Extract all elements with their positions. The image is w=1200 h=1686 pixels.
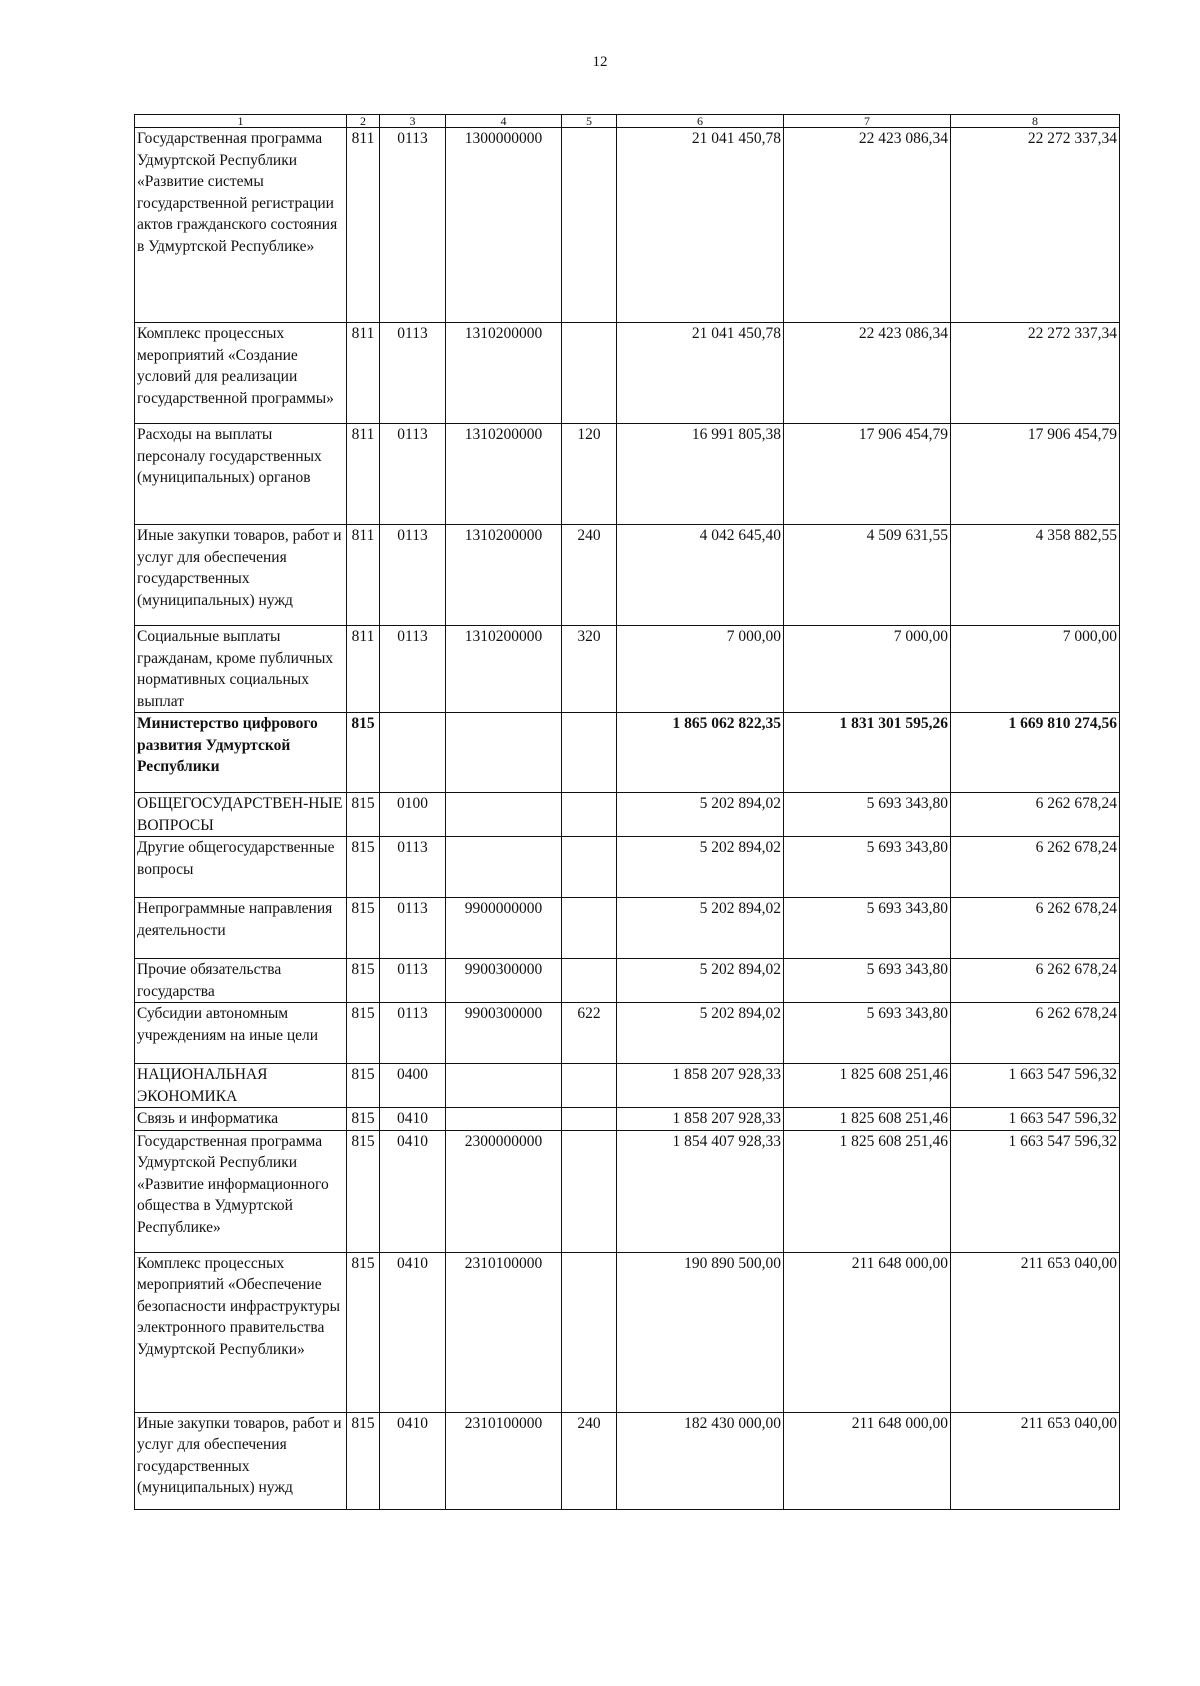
table-row: [135, 1252, 1120, 1412]
cell-amount-col8: 6 262 678,24: [951, 837, 1120, 898]
cell-target-article: [446, 837, 562, 898]
column-number: 7: [784, 115, 951, 128]
cell-amount-col8: 1 663 547 596,32: [951, 1108, 1120, 1131]
cell-amount-col7: 1 831 301 595,26: [784, 713, 951, 793]
cell-description: Министерство цифрового развития Удмуртской Республики: [135, 713, 347, 793]
cell-target-article: 9900300000: [446, 959, 562, 1003]
cell-amount-col7: 4 509 631,55: [784, 525, 951, 626]
cell-expense-type: [562, 1064, 617, 1108]
cell-amount-col6: 5 202 894,02: [617, 898, 784, 959]
cell-amount-col8: 6 262 678,24: [951, 793, 1120, 837]
column-number: 1: [135, 115, 347, 128]
cell-section-code: 0410: [380, 1252, 446, 1412]
table-row: [135, 959, 1120, 1003]
cell-description: Связь и информатика: [135, 1108, 347, 1131]
table-row: [135, 626, 1120, 713]
column-number: 5: [562, 115, 617, 128]
cell-amount-col8: 1 669 810 274,56: [951, 713, 1120, 793]
cell-target-article: [446, 793, 562, 837]
column-number: 6: [617, 115, 784, 128]
cell-description: Расходы на выплаты персоналу государственных (муниципальных) органов: [135, 424, 347, 525]
cell-amount-col8: 6 262 678,24: [951, 898, 1120, 959]
cell-expense-type: [562, 837, 617, 898]
cell-target-article: [446, 1064, 562, 1108]
cell-ministry-code: 815: [347, 1064, 380, 1108]
cell-section-code: 0113: [380, 959, 446, 1003]
cell-section-code: 0100: [380, 793, 446, 837]
cell-description: Непрограммные направления деятельности: [135, 898, 347, 959]
cell-ministry-code: 815: [347, 1252, 380, 1412]
cell-ministry-code: 815: [347, 793, 380, 837]
table-row: [135, 1130, 1120, 1252]
cell-amount-col8: 211 653 040,00: [951, 1252, 1120, 1412]
cell-amount-col7: 17 906 454,79: [784, 424, 951, 525]
cell-amount-col8: 22 272 337,34: [951, 128, 1120, 323]
cell-target-article: 2310100000: [446, 1412, 562, 1509]
cell-description: Прочие обязательства государства: [135, 959, 347, 1003]
cell-description: Субсидии автономным учреждениям на иные цели: [135, 1003, 347, 1064]
cell-description: Социальные выплаты гражданам, кроме публичных нормативных социальных выплат: [135, 626, 347, 713]
cell-amount-col8: 211 653 040,00: [951, 1412, 1120, 1509]
cell-ministry-code: 815: [347, 1003, 380, 1064]
cell-description: Другие общегосударственные вопросы: [135, 837, 347, 898]
cell-amount-col6: 182 430 000,00: [617, 1412, 784, 1509]
cell-amount-col6: 1 858 207 928,33: [617, 1064, 784, 1108]
cell-target-article: 1310200000: [446, 626, 562, 713]
cell-amount-col6: 16 991 805,38: [617, 424, 784, 525]
cell-amount-col7: 7 000,00: [784, 626, 951, 713]
cell-ministry-code: 811: [347, 525, 380, 626]
cell-ministry-code: 811: [347, 128, 380, 323]
cell-amount-col6: 7 000,00: [617, 626, 784, 713]
cell-description: Иные закупки товаров, работ и услуг для обеспечения государственных (муниципальных) нужд: [135, 525, 347, 626]
cell-ministry-code: 815: [347, 837, 380, 898]
cell-amount-col6: 1 858 207 928,33: [617, 1108, 784, 1131]
cell-amount-col6: 5 202 894,02: [617, 1003, 784, 1064]
cell-ministry-code: 811: [347, 323, 380, 424]
cell-section-code: 0410: [380, 1130, 446, 1252]
cell-amount-col7: 5 693 343,80: [784, 837, 951, 898]
cell-amount-col8: 4 358 882,55: [951, 525, 1120, 626]
cell-section-code: 0113: [380, 837, 446, 898]
cell-ministry-code: 811: [347, 424, 380, 525]
table-row: [135, 793, 1120, 837]
cell-target-article: 1310200000: [446, 323, 562, 424]
cell-amount-col8: 17 906 454,79: [951, 424, 1120, 525]
cell-amount-col7: 5 693 343,80: [784, 898, 951, 959]
cell-amount-col7: 22 423 086,34: [784, 128, 951, 323]
cell-amount-col7: 1 825 608 251,46: [784, 1064, 951, 1108]
cell-target-article: 1310200000: [446, 424, 562, 525]
table-row: [135, 898, 1120, 959]
cell-description: Государственная программа Удмуртской Республики «Развитие информационного общества в Удмуртской Республике»: [135, 1130, 347, 1252]
cell-target-article: 9900300000: [446, 1003, 562, 1064]
cell-expense-type: 240: [562, 525, 617, 626]
cell-expense-type: 240: [562, 1412, 617, 1509]
cell-amount-col6: 5 202 894,02: [617, 837, 784, 898]
table-row: [135, 1108, 1120, 1131]
cell-amount-col8: 6 262 678,24: [951, 959, 1120, 1003]
cell-amount-col6: 5 202 894,02: [617, 959, 784, 1003]
cell-section-code: 0113: [380, 424, 446, 525]
table-row: [135, 525, 1120, 626]
cell-amount-col7: 211 648 000,00: [784, 1412, 951, 1509]
cell-expense-type: [562, 898, 617, 959]
cell-ministry-code: 815: [347, 959, 380, 1003]
cell-section-code: 0113: [380, 323, 446, 424]
cell-target-article: 1300000000: [446, 128, 562, 323]
cell-amount-col6: 1 854 407 928,33: [617, 1130, 784, 1252]
cell-ministry-code: 815: [347, 713, 380, 793]
cell-amount-col8: 22 272 337,34: [951, 323, 1120, 424]
table-row: [135, 837, 1120, 898]
cell-amount-col7: 22 423 086,34: [784, 323, 951, 424]
cell-target-article: 2300000000: [446, 1130, 562, 1252]
cell-target-article: [446, 713, 562, 793]
cell-section-code: 0113: [380, 626, 446, 713]
table-row: [135, 1064, 1120, 1108]
cell-section-code: 0113: [380, 128, 446, 323]
cell-section-code: 0410: [380, 1108, 446, 1131]
column-number: 4: [446, 115, 562, 128]
cell-amount-col6: 1 865 062 822,35: [617, 713, 784, 793]
table-row: [135, 128, 1120, 323]
cell-description: ОБЩЕГОСУДАРСТВЕН-НЫЕ ВОПРОСЫ: [135, 793, 347, 837]
cell-amount-col8: 6 262 678,24: [951, 1003, 1120, 1064]
table-row: [135, 713, 1120, 793]
cell-amount-col7: 5 693 343,80: [784, 959, 951, 1003]
column-number: 3: [380, 115, 446, 128]
cell-section-code: 0410: [380, 1412, 446, 1509]
cell-amount-col6: 21 041 450,78: [617, 128, 784, 323]
column-number: 8: [951, 115, 1120, 128]
cell-target-article: 1310200000: [446, 525, 562, 626]
cell-description: Комплекс процессных мероприятий «Обеспечение безопасности инфраструктуры электронного правительства Удмуртской Республики»: [135, 1252, 347, 1412]
cell-amount-col6: 21 041 450,78: [617, 323, 784, 424]
cell-expense-type: 120: [562, 424, 617, 525]
cell-expense-type: [562, 713, 617, 793]
cell-target-article: [446, 1108, 562, 1131]
cell-section-code: 0113: [380, 525, 446, 626]
cell-expense-type: [562, 1108, 617, 1131]
cell-expense-type: [562, 323, 617, 424]
cell-expense-type: [562, 1252, 617, 1412]
cell-amount-col6: 190 890 500,00: [617, 1252, 784, 1412]
cell-amount-col6: 5 202 894,02: [617, 793, 784, 837]
cell-amount-col8: 7 000,00: [951, 626, 1120, 713]
cell-section-code: 0113: [380, 898, 446, 959]
cell-target-article: 2310100000: [446, 1252, 562, 1412]
cell-ministry-code: 815: [347, 1108, 380, 1131]
table-row: [135, 424, 1120, 525]
cell-amount-col8: 1 663 547 596,32: [951, 1064, 1120, 1108]
cell-ministry-code: 815: [347, 1130, 380, 1252]
table-row: [135, 1003, 1120, 1064]
cell-amount-col8: 1 663 547 596,32: [951, 1130, 1120, 1252]
cell-description: НАЦИОНАЛЬНАЯ ЭКОНОМИКА: [135, 1064, 347, 1108]
cell-description: Государственная программа Удмуртской Республики «Развитие системы государственной регистрации актов гражданского состояния в Удмуртской Республике»: [135, 128, 347, 323]
table-row: [135, 1412, 1120, 1509]
cell-expense-type: [562, 959, 617, 1003]
cell-amount-col6: 4 042 645,40: [617, 525, 784, 626]
cell-expense-type: [562, 793, 617, 837]
cell-section-code: 0400: [380, 1064, 446, 1108]
cell-target-article: 9900000000: [446, 898, 562, 959]
column-number: 2: [347, 115, 380, 128]
cell-expense-type: 320: [562, 626, 617, 713]
cell-amount-col7: 5 693 343,80: [784, 1003, 951, 1064]
cell-ministry-code: 815: [347, 898, 380, 959]
cell-section-code: [380, 713, 446, 793]
cell-section-code: 0113: [380, 1003, 446, 1064]
table-row: [135, 323, 1120, 424]
cell-ministry-code: 811: [347, 626, 380, 713]
column-index-row: [135, 115, 1120, 128]
cell-expense-type: 622: [562, 1003, 617, 1064]
cell-description: Иные закупки товаров, работ и услуг для обеспечения государственных (муниципальных) нужд: [135, 1412, 347, 1509]
cell-amount-col7: 1 825 608 251,46: [784, 1130, 951, 1252]
cell-amount-col7: 5 693 343,80: [784, 793, 951, 837]
cell-expense-type: [562, 128, 617, 323]
page-number: 12: [592, 54, 608, 70]
cell-description: Комплекс процессных мероприятий «Создание условий для реализации государственной программы»: [135, 323, 347, 424]
cell-expense-type: [562, 1130, 617, 1252]
cell-amount-col7: 1 825 608 251,46: [784, 1108, 951, 1131]
cell-amount-col7: 211 648 000,00: [784, 1252, 951, 1412]
budget-table: [134, 114, 1120, 1510]
cell-ministry-code: 815: [347, 1412, 380, 1509]
